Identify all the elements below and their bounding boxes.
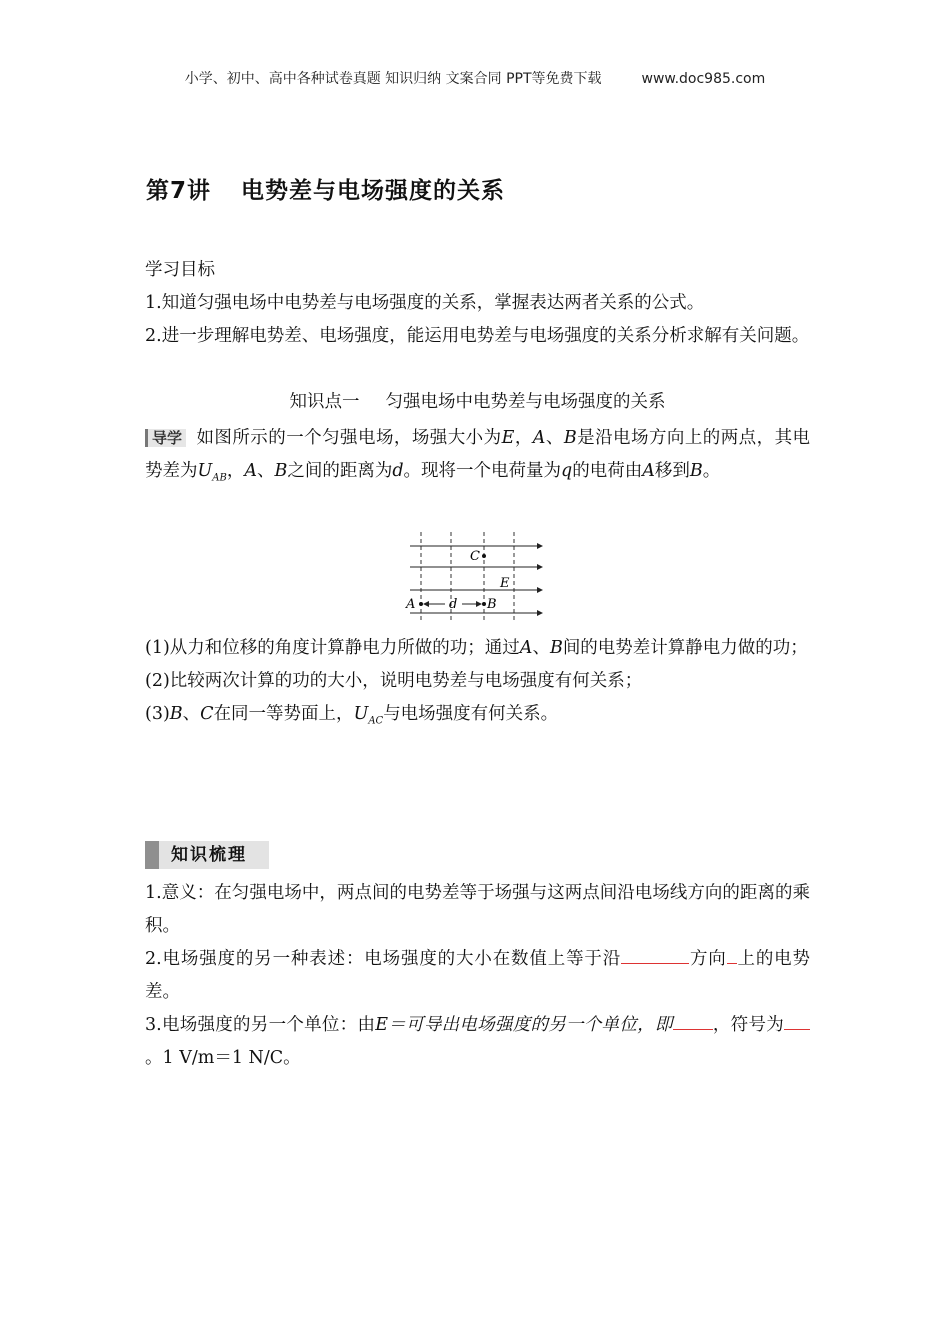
question-3: (3)B、C在同一等势面上，$U_{AC}$与电场强度有何关系。 bbox=[145, 704, 559, 727]
point-2: 2.电场强度的另一种表述：电场强度的大小在数值上等于沿 方向 上的电势差。 bbox=[145, 943, 810, 1009]
fill-blank[interactable] bbox=[621, 945, 689, 964]
label-e: E bbox=[500, 576, 510, 591]
guide-tag: 导学 bbox=[145, 429, 186, 447]
label-a: A bbox=[406, 597, 416, 612]
goal-item: 2.进一步理解电势差、电场强度，能运用电势差与电场强度的关系分析求解有关问题。 bbox=[145, 326, 810, 346]
fill-blank[interactable] bbox=[727, 945, 737, 964]
label-b: B bbox=[487, 597, 497, 612]
section-label: 知识点一 bbox=[289, 392, 360, 412]
label-c: C bbox=[470, 549, 480, 564]
knowledge-points bbox=[145, 877, 810, 1075]
guide-questions bbox=[145, 632, 810, 738]
page-header bbox=[0, 68, 950, 88]
goal-item: 1.知道匀强电场中电势差与电场强度的关系，掌握表达两者关系的公式。 bbox=[145, 293, 705, 313]
goals-heading: 学习目标 bbox=[145, 260, 215, 280]
label-d: d bbox=[449, 597, 458, 612]
point-1: 1.意义：在匀强电场中，两点间的电势差等于场强与这两点间沿电场线方向的距离的乘积。 bbox=[145, 883, 810, 936]
knowledge-tag-text: 知识梳理 bbox=[171, 845, 247, 865]
fill-blank[interactable] bbox=[784, 1011, 810, 1030]
guide-paragraph: 导学 如图所示的一个匀强电场，场强大小为E，A、B是沿电场方向上的两点，其电势差为$U_{AB}$，A、B之间的距离为d。现将一个电荷量为q的电荷由A移到B。 bbox=[145, 428, 811, 484]
question-2: (2)比较两次计算的功的大小，说明电势差与电场强度有何关系； bbox=[145, 671, 643, 691]
point-3: 3.电场强度的另一个单位：由E＝可导出电场强度的另一个单位，即 ，符号为。1 V/m＝1 N/C。 bbox=[145, 1009, 810, 1075]
question-1: (1)从力和位移的角度计算静电力所做的功；通过A、B间的电势差计算静电力做的功； bbox=[145, 638, 808, 658]
point-c bbox=[482, 554, 486, 558]
header-site[interactable]: www.doc985.com bbox=[641, 71, 766, 87]
header-text: 小学、初中、高中各种试卷真题 知识归纳 文案合同 PPT等免费下载 bbox=[184, 71, 602, 87]
point-a bbox=[419, 602, 423, 606]
lecture-topic: 电势差与电场强度的关系 bbox=[241, 178, 506, 204]
point-b bbox=[482, 602, 486, 606]
field-diagram bbox=[400, 530, 550, 622]
section-heading bbox=[145, 388, 810, 413]
knowledge-heading bbox=[145, 841, 269, 869]
page-title bbox=[146, 172, 505, 205]
fill-blank[interactable] bbox=[673, 1011, 713, 1030]
goals-list bbox=[145, 287, 810, 353]
lecture-number: 第7讲 bbox=[146, 178, 212, 204]
section-name: 匀强电场中电势差与电场强度的关系 bbox=[385, 392, 666, 412]
